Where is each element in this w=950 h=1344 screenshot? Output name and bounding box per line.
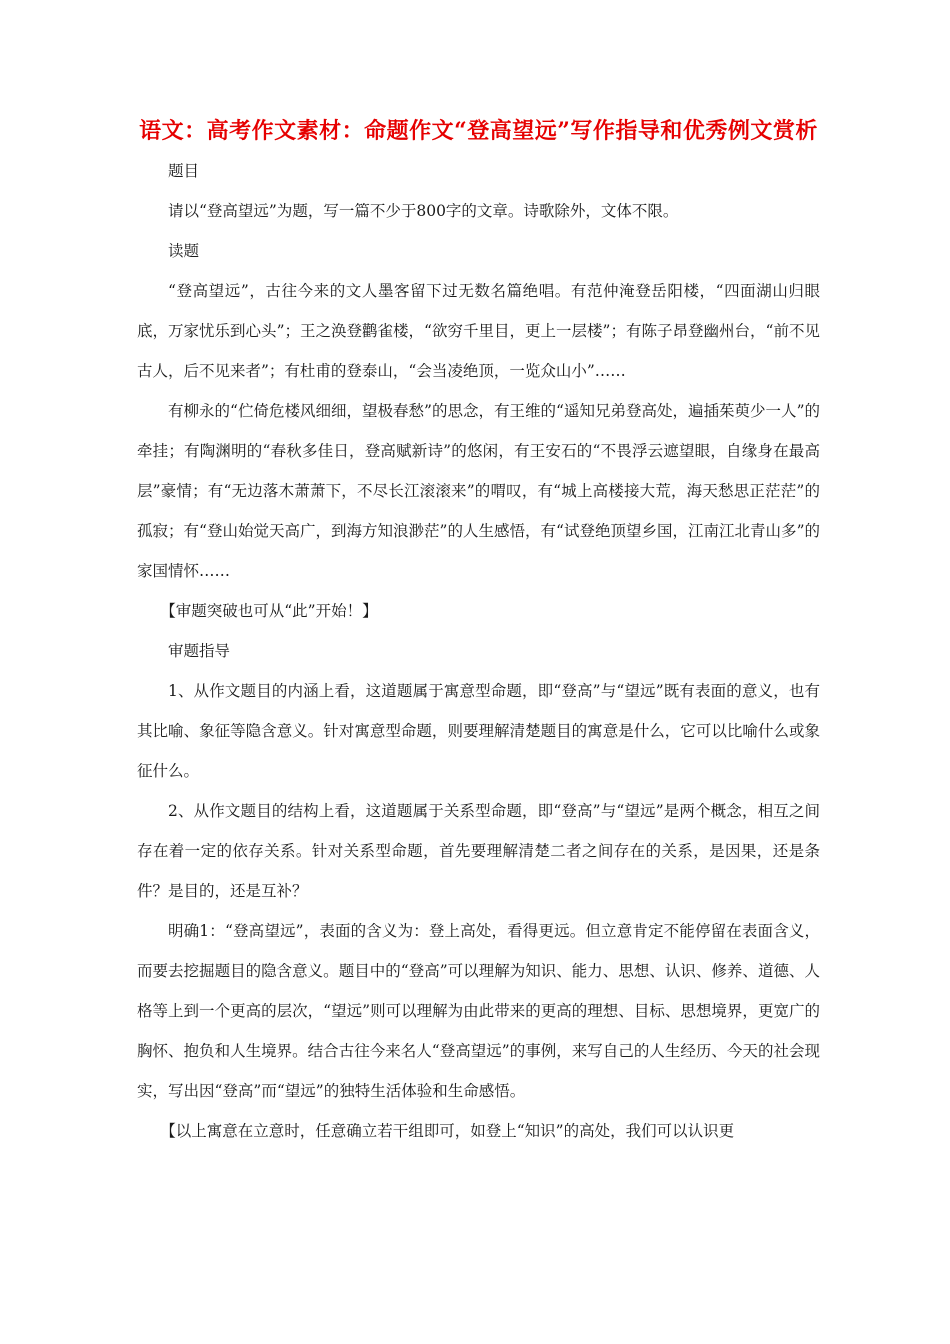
document-body — [137, 151, 820, 1151]
paragraph-reading-1: “登高望远”，古往今来的文人墨客留下过无数名篇绝唱。有范仲淹登岳阳楼，“四面湖山归眼底，万家忧乐到心头”；王之涣登鹳雀楼，“欲穷千里目，更上一层楼”；有陈子昂登幽州台，“前不见古人，后不见来者”；有杜甫的登泰山，“会当凌绝顶，一览众山小”…… — [137, 282, 820, 380]
heading-reading: 读题 — [168, 242, 200, 260]
paragraph-bracket-continued: 【以上寓意在立意时，任意确立若干组即可，如登上“知识”的高处，我们可以认识更 — [160, 1122, 735, 1140]
paragraph-clarify-1: 明确1：“登高望远”，表面的含义为：登上高处，看得更远。但立意肯定不能停留在表面含义，而要去挖掘题目的隐含意义。题目中的“登高”可以理解为知识、能力、思想、认识、修养、道德、人格等上到一个更高的层次，“望远”则可以理解为由此带来的更高的理想、目标、思想境界，更宽广的胸怀、抱负和人生境界。结合古往今来名人“登高望远”的事例，来写自己的人生经历、今天的社会现实，写出因“登高”而“望远”的独特生活体验和生命感悟。 — [137, 922, 820, 1100]
heading-guidance: 审题指导 — [168, 642, 231, 660]
paragraph-prompt: 请以“登高望远”为题，写一篇不少于800字的文章。诗歌除外，文体不限。 — [168, 202, 679, 220]
bracket-note: 【审题突破也可从“此”开始！】 — [160, 602, 378, 620]
paragraph-reading-2: 有柳永的“伫倚危楼风细细，望极春愁”的思念，有王维的“遥知兄弟登高处，遍插茱萸少一人”的牵挂；有陶渊明的“春秋多佳日，登高赋新诗”的悠闲，有王安石的“不畏浮云遮望眼，自缘身在最高层”豪情；有“无边落木萧萧下，不尽长江滚滚来”的喟叹，有“城上高楼接大荒，海天愁思正茫茫”的孤寂；有“登山始觉天高广，到海方知浪渺茫”的人生感悟，有“试登绝顶望乡国，江南江北青山多”的家国情怀…… — [137, 402, 820, 580]
paragraph-guidance-2: 2、从作文题目的结构上看，这道题属于关系型命题，即“登高”与“望远”是两个概念，相互之间存在着一定的依存关系。针对关系型命题，首先要理解清楚二者之间存在的关系，是因果，还是条件？是目的，还是互补？ — [137, 802, 820, 900]
document-page — [137, 118, 820, 1151]
paragraph-guidance-1: 1、从作文题目的内涵上看，这道题属于寓意型命题，即“登高”与“望远”既有表面的意义，也有其比喻、象征等隐含意义。针对寓意型命题，则要理解清楚题目的寓意是什么，它可以比喻什么或象征什么。 — [137, 682, 820, 780]
heading-topic: 题目 — [168, 162, 200, 180]
document-title: 语文：高考作文素材：命题作文“登高望远”写作指导和优秀例文赏析 — [139, 118, 818, 144]
